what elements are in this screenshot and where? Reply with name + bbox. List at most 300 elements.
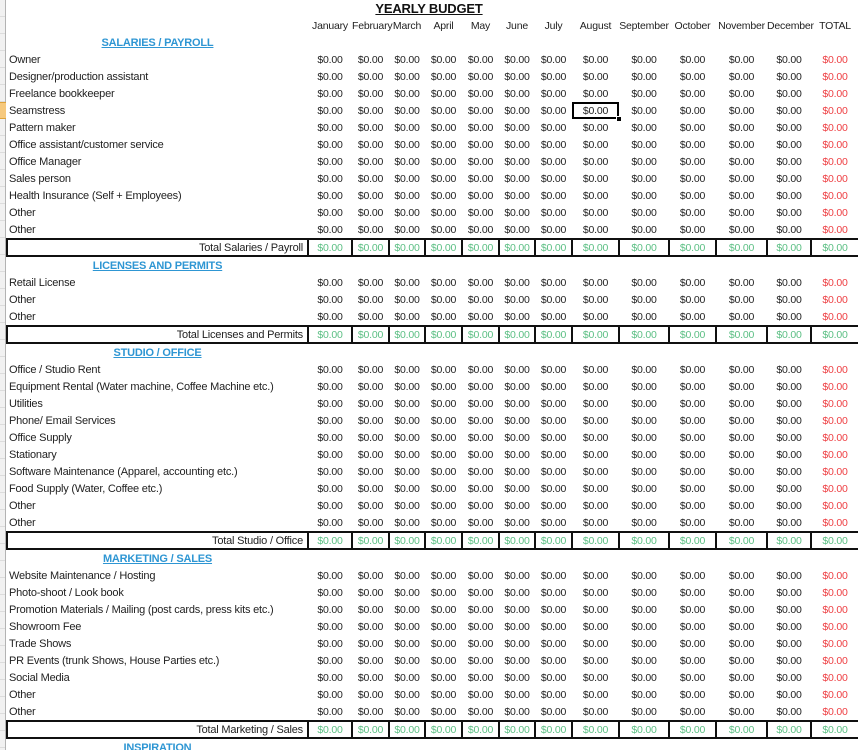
cell[interactable] bbox=[811, 34, 858, 51]
cell-june[interactable]: $0.00 bbox=[504, 482, 530, 495]
cell-march[interactable]: $0.00 bbox=[394, 138, 420, 151]
cell-june[interactable]: $0.00 bbox=[504, 363, 530, 376]
total-cell[interactable]: $0.00 bbox=[767, 721, 811, 738]
cell-january[interactable]: $0.00 bbox=[317, 705, 343, 718]
total-cell[interactable]: $0.00 bbox=[535, 239, 572, 256]
cell-april[interactable]: $0.00 bbox=[430, 705, 457, 718]
total-cell[interactable]: $0.00 bbox=[716, 326, 767, 343]
cell-october[interactable]: $0.00 bbox=[679, 569, 706, 582]
cell-february[interactable]: $0.00 bbox=[357, 380, 384, 393]
cell-january[interactable]: $0.00 bbox=[317, 414, 343, 427]
column-header-total[interactable]: TOTAL bbox=[819, 19, 851, 32]
cell-june[interactable]: $0.00 bbox=[504, 155, 530, 168]
cell-total[interactable]: $0.00 bbox=[822, 620, 848, 633]
cell[interactable] bbox=[811, 738, 858, 750]
cell[interactable] bbox=[619, 549, 669, 567]
cell-january[interactable]: $0.00 bbox=[317, 465, 343, 478]
cell-september[interactable]: $0.00 bbox=[631, 87, 657, 100]
cell-may[interactable]: $0.00 bbox=[467, 276, 494, 289]
cell-may[interactable]: $0.00 bbox=[467, 586, 494, 599]
cell-june[interactable]: $0.00 bbox=[504, 310, 530, 323]
cell-october[interactable]: $0.00 bbox=[679, 189, 706, 202]
cell-december[interactable]: $0.00 bbox=[776, 671, 802, 684]
cell-march[interactable]: $0.00 bbox=[394, 172, 420, 185]
cell-total[interactable]: $0.00 bbox=[822, 293, 848, 306]
cell-february[interactable]: $0.00 bbox=[357, 654, 384, 667]
cell[interactable] bbox=[767, 256, 811, 274]
cell[interactable] bbox=[352, 738, 389, 750]
cell-december[interactable]: $0.00 bbox=[776, 516, 802, 529]
cell-september[interactable]: $0.00 bbox=[631, 688, 657, 701]
cell-february[interactable]: $0.00 bbox=[357, 276, 384, 289]
cell[interactable] bbox=[535, 34, 572, 51]
cell-october[interactable]: $0.00 bbox=[679, 688, 706, 701]
cell-july[interactable]: $0.00 bbox=[540, 310, 567, 323]
cell-april[interactable]: $0.00 bbox=[430, 465, 457, 478]
total-cell[interactable]: $0.00 bbox=[462, 326, 499, 343]
total-cell[interactable]: $0.00 bbox=[389, 326, 425, 343]
cell-february[interactable]: $0.00 bbox=[357, 671, 384, 684]
cell-february[interactable]: $0.00 bbox=[357, 465, 384, 478]
cell-march[interactable]: $0.00 bbox=[394, 569, 420, 582]
cell-december[interactable]: $0.00 bbox=[776, 223, 802, 236]
cell-may[interactable]: $0.00 bbox=[467, 688, 494, 701]
cell-july[interactable]: $0.00 bbox=[540, 586, 567, 599]
cell[interactable] bbox=[425, 343, 462, 361]
total-cell[interactable]: $0.00 bbox=[767, 532, 811, 549]
cell-july[interactable]: $0.00 bbox=[540, 223, 567, 236]
cell-january[interactable]: $0.00 bbox=[317, 671, 343, 684]
cell-june[interactable]: $0.00 bbox=[504, 121, 530, 134]
total-cell[interactable]: $0.00 bbox=[308, 326, 352, 343]
cell-july[interactable]: $0.00 bbox=[540, 603, 567, 616]
cell-february[interactable]: $0.00 bbox=[357, 138, 384, 151]
cell[interactable] bbox=[572, 549, 619, 567]
cell-total[interactable]: $0.00 bbox=[822, 53, 848, 66]
total-cell[interactable]: $0.00 bbox=[462, 721, 499, 738]
cell-april[interactable]: $0.00 bbox=[430, 206, 457, 219]
row-label[interactable]: Equipment Rental (Water machine, Coffee Machine etc.) bbox=[9, 380, 274, 393]
cell-july[interactable]: $0.00 bbox=[540, 380, 567, 393]
cell-february[interactable]: $0.00 bbox=[357, 363, 384, 376]
cell-september[interactable]: $0.00 bbox=[631, 310, 657, 323]
cell-august[interactable]: $0.00 bbox=[582, 688, 609, 701]
cell-february[interactable]: $0.00 bbox=[357, 637, 384, 650]
cell[interactable] bbox=[619, 256, 669, 274]
cell-april[interactable]: $0.00 bbox=[430, 482, 457, 495]
cell-july[interactable]: $0.00 bbox=[540, 431, 567, 444]
cell-march[interactable]: $0.00 bbox=[394, 688, 420, 701]
cell-september[interactable]: $0.00 bbox=[631, 586, 657, 599]
cell-april[interactable]: $0.00 bbox=[430, 363, 457, 376]
cell-august[interactable]: $0.00 bbox=[582, 70, 609, 83]
cell-august[interactable]: $0.00 bbox=[582, 155, 609, 168]
cell-march[interactable]: $0.00 bbox=[394, 363, 420, 376]
row-label[interactable]: Promotion Materials / Mailing (post cards, press kits etc.) bbox=[9, 603, 274, 616]
cell[interactable] bbox=[462, 34, 499, 51]
cell-june[interactable]: $0.00 bbox=[504, 465, 530, 478]
cell-august[interactable]: $0.00 bbox=[582, 121, 609, 134]
cell-may[interactable]: $0.00 bbox=[467, 603, 494, 616]
cell[interactable] bbox=[811, 549, 858, 567]
cell-may[interactable]: $0.00 bbox=[467, 87, 494, 100]
total-cell[interactable]: $0.00 bbox=[619, 239, 669, 256]
cell-april[interactable]: $0.00 bbox=[430, 516, 457, 529]
cell-total[interactable]: $0.00 bbox=[822, 121, 848, 134]
cell-december[interactable]: $0.00 bbox=[776, 70, 802, 83]
cell-june[interactable]: $0.00 bbox=[504, 223, 530, 236]
column-header-july[interactable]: July bbox=[544, 19, 563, 32]
cell-august[interactable]: $0.00 bbox=[582, 87, 609, 100]
cell-october[interactable]: $0.00 bbox=[679, 70, 706, 83]
cell-april[interactable]: $0.00 bbox=[430, 688, 457, 701]
cell-august[interactable]: $0.00 bbox=[582, 465, 609, 478]
cell[interactable] bbox=[308, 34, 352, 51]
cell-total[interactable]: $0.00 bbox=[822, 586, 848, 599]
cell-november[interactable]: $0.00 bbox=[728, 172, 755, 185]
cell-july[interactable]: $0.00 bbox=[540, 397, 567, 410]
cell-january[interactable]: $0.00 bbox=[317, 482, 343, 495]
cell-december[interactable]: $0.00 bbox=[776, 121, 802, 134]
cell-december[interactable]: $0.00 bbox=[776, 293, 802, 306]
cell-october[interactable]: $0.00 bbox=[679, 482, 706, 495]
cell-august[interactable]: $0.00 bbox=[582, 310, 609, 323]
row-label[interactable]: Other bbox=[9, 516, 36, 529]
cell-august[interactable]: $0.00 bbox=[582, 293, 609, 306]
total-cell[interactable]: $0.00 bbox=[572, 721, 619, 738]
cell-september[interactable]: $0.00 bbox=[631, 223, 657, 236]
cell-march[interactable]: $0.00 bbox=[394, 671, 420, 684]
cell-march[interactable]: $0.00 bbox=[394, 431, 420, 444]
cell-november[interactable]: $0.00 bbox=[728, 223, 755, 236]
cell-august[interactable]: $0.00 bbox=[582, 276, 609, 289]
cell-march[interactable]: $0.00 bbox=[394, 397, 420, 410]
cell-october[interactable]: $0.00 bbox=[679, 155, 706, 168]
cell-january[interactable]: $0.00 bbox=[317, 499, 343, 512]
cell-april[interactable]: $0.00 bbox=[430, 104, 457, 117]
cell-august[interactable]: $0.00 bbox=[582, 206, 609, 219]
cell-september[interactable]: $0.00 bbox=[631, 603, 657, 616]
cell-july[interactable]: $0.00 bbox=[540, 516, 567, 529]
cell-october[interactable]: $0.00 bbox=[679, 586, 706, 599]
cell-september[interactable]: $0.00 bbox=[631, 654, 657, 667]
cell-april[interactable]: $0.00 bbox=[430, 138, 457, 151]
cell-november[interactable]: $0.00 bbox=[728, 104, 755, 117]
cell[interactable] bbox=[535, 549, 572, 567]
row-label[interactable]: Designer/production assistant bbox=[9, 70, 149, 83]
cell-november[interactable]: $0.00 bbox=[728, 448, 755, 461]
cell-august[interactable]: $0.00 bbox=[582, 499, 609, 512]
cell-november[interactable]: $0.00 bbox=[728, 397, 755, 410]
total-cell[interactable]: $0.00 bbox=[389, 239, 425, 256]
row-label[interactable]: Showroom Fee bbox=[9, 620, 82, 633]
cell[interactable] bbox=[499, 738, 535, 750]
cell-august[interactable]: $0.00 bbox=[582, 654, 609, 667]
cell-august[interactable]: $0.00 bbox=[582, 172, 609, 185]
cell-january[interactable]: $0.00 bbox=[317, 223, 343, 236]
cell-may[interactable]: $0.00 bbox=[467, 620, 494, 633]
cell-january[interactable]: $0.00 bbox=[317, 431, 343, 444]
column-header-august[interactable]: August bbox=[579, 19, 612, 32]
fill-handle[interactable] bbox=[616, 116, 621, 121]
cell-july[interactable]: $0.00 bbox=[540, 155, 567, 168]
cell-july[interactable]: $0.00 bbox=[540, 87, 567, 100]
cell-total[interactable]: $0.00 bbox=[822, 138, 848, 151]
row-label[interactable]: Other bbox=[9, 310, 36, 323]
cell-total[interactable]: $0.00 bbox=[822, 516, 848, 529]
cell[interactable] bbox=[499, 549, 535, 567]
cell-april[interactable]: $0.00 bbox=[430, 586, 457, 599]
cell-may[interactable]: $0.00 bbox=[467, 431, 494, 444]
cell-march[interactable]: $0.00 bbox=[394, 189, 420, 202]
cell-december[interactable]: $0.00 bbox=[776, 380, 802, 393]
cell-april[interactable]: $0.00 bbox=[430, 620, 457, 633]
cell-november[interactable]: $0.00 bbox=[728, 363, 755, 376]
cell[interactable] bbox=[425, 738, 462, 750]
total-cell[interactable]: $0.00 bbox=[572, 532, 619, 549]
cell-june[interactable]: $0.00 bbox=[504, 87, 530, 100]
cell-november[interactable]: $0.00 bbox=[728, 654, 755, 667]
cell-march[interactable]: $0.00 bbox=[394, 104, 420, 117]
cell-march[interactable]: $0.00 bbox=[394, 414, 420, 427]
cell-october[interactable]: $0.00 bbox=[679, 276, 706, 289]
cell-september[interactable]: $0.00 bbox=[631, 482, 657, 495]
cell-january[interactable]: $0.00 bbox=[317, 569, 343, 582]
row-label[interactable]: Office Manager bbox=[9, 155, 82, 168]
cell-february[interactable]: $0.00 bbox=[357, 206, 384, 219]
cell-february[interactable]: $0.00 bbox=[357, 155, 384, 168]
cell-october[interactable]: $0.00 bbox=[679, 172, 706, 185]
cell-september[interactable]: $0.00 bbox=[631, 363, 657, 376]
cell-august[interactable]: $0.00 bbox=[582, 448, 609, 461]
cell-total[interactable]: $0.00 bbox=[822, 363, 848, 376]
cell-total[interactable]: $0.00 bbox=[822, 569, 848, 582]
cell-october[interactable]: $0.00 bbox=[679, 637, 706, 650]
total-cell[interactable]: $0.00 bbox=[716, 239, 767, 256]
cell-november[interactable]: $0.00 bbox=[728, 53, 755, 66]
cell-june[interactable]: $0.00 bbox=[504, 516, 530, 529]
total-label[interactable]: Total Marketing / Sales bbox=[7, 721, 308, 738]
cell-total[interactable]: $0.00 bbox=[822, 189, 848, 202]
cell-february[interactable]: $0.00 bbox=[357, 104, 384, 117]
cell-september[interactable]: $0.00 bbox=[631, 671, 657, 684]
cell[interactable] bbox=[535, 738, 572, 750]
cell-september[interactable]: $0.00 bbox=[631, 138, 657, 151]
cell-march[interactable]: $0.00 bbox=[394, 637, 420, 650]
cell-november[interactable]: $0.00 bbox=[728, 189, 755, 202]
cell-june[interactable]: $0.00 bbox=[504, 70, 530, 83]
cell-june[interactable]: $0.00 bbox=[504, 293, 530, 306]
cell-total[interactable]: $0.00 bbox=[822, 671, 848, 684]
cell-november[interactable]: $0.00 bbox=[728, 293, 755, 306]
cell-july[interactable]: $0.00 bbox=[540, 53, 567, 66]
cell-november[interactable]: $0.00 bbox=[728, 637, 755, 650]
cell[interactable] bbox=[811, 343, 858, 361]
cell-february[interactable]: $0.00 bbox=[357, 293, 384, 306]
cell[interactable] bbox=[308, 343, 352, 361]
cell-july[interactable]: $0.00 bbox=[540, 620, 567, 633]
cell-december[interactable]: $0.00 bbox=[776, 448, 802, 461]
cell-august[interactable]: $0.00 bbox=[582, 189, 609, 202]
cell-july[interactable]: $0.00 bbox=[540, 189, 567, 202]
cell-april[interactable]: $0.00 bbox=[430, 172, 457, 185]
cell-october[interactable]: $0.00 bbox=[679, 603, 706, 616]
cell-june[interactable]: $0.00 bbox=[504, 620, 530, 633]
cell-february[interactable]: $0.00 bbox=[357, 448, 384, 461]
cell-june[interactable]: $0.00 bbox=[504, 431, 530, 444]
cell-august[interactable]: $0.00 bbox=[582, 569, 609, 582]
cell-march[interactable]: $0.00 bbox=[394, 293, 420, 306]
cell-november[interactable]: $0.00 bbox=[728, 688, 755, 701]
column-header-october[interactable]: October bbox=[674, 19, 711, 32]
column-header-november[interactable]: November bbox=[718, 19, 765, 32]
cell-april[interactable]: $0.00 bbox=[430, 499, 457, 512]
cell-june[interactable]: $0.00 bbox=[504, 206, 530, 219]
cell-july[interactable]: $0.00 bbox=[540, 654, 567, 667]
total-cell[interactable]: $0.00 bbox=[669, 326, 716, 343]
cell-april[interactable]: $0.00 bbox=[430, 431, 457, 444]
cell-december[interactable]: $0.00 bbox=[776, 414, 802, 427]
cell-november[interactable]: $0.00 bbox=[728, 138, 755, 151]
cell[interactable] bbox=[462, 343, 499, 361]
cell[interactable] bbox=[352, 549, 389, 567]
cell-august[interactable]: $0.00 bbox=[582, 637, 609, 650]
cell[interactable] bbox=[462, 256, 499, 274]
total-cell[interactable]: $0.00 bbox=[425, 239, 462, 256]
row-label[interactable]: Other bbox=[9, 223, 36, 236]
cell-december[interactable]: $0.00 bbox=[776, 104, 802, 117]
total-cell[interactable]: $0.00 bbox=[462, 239, 499, 256]
cell-total[interactable]: $0.00 bbox=[822, 104, 848, 117]
cell-january[interactable]: $0.00 bbox=[317, 363, 343, 376]
total-cell[interactable]: $0.00 bbox=[811, 326, 858, 343]
cell-october[interactable]: $0.00 bbox=[679, 310, 706, 323]
cell-june[interactable]: $0.00 bbox=[504, 637, 530, 650]
cell-april[interactable]: $0.00 bbox=[430, 448, 457, 461]
cell-april[interactable]: $0.00 bbox=[430, 569, 457, 582]
cell-january[interactable]: $0.00 bbox=[317, 276, 343, 289]
cell[interactable] bbox=[352, 256, 389, 274]
cell-may[interactable]: $0.00 bbox=[467, 189, 494, 202]
cell-may[interactable]: $0.00 bbox=[467, 363, 494, 376]
cell-october[interactable]: $0.00 bbox=[679, 363, 706, 376]
cell-total[interactable]: $0.00 bbox=[822, 482, 848, 495]
total-cell[interactable]: $0.00 bbox=[811, 721, 858, 738]
cell-october[interactable]: $0.00 bbox=[679, 104, 706, 117]
cell-february[interactable]: $0.00 bbox=[357, 499, 384, 512]
cell-july[interactable]: $0.00 bbox=[540, 499, 567, 512]
cell-january[interactable]: $0.00 bbox=[317, 206, 343, 219]
row-label[interactable]: Trade Shows bbox=[9, 637, 72, 650]
cell[interactable] bbox=[767, 343, 811, 361]
cell[interactable] bbox=[669, 34, 716, 51]
cell-august[interactable]: $0.00 bbox=[582, 620, 609, 633]
cell-may[interactable]: $0.00 bbox=[467, 705, 494, 718]
cell-august[interactable]: $0.00 bbox=[582, 380, 609, 393]
cell[interactable] bbox=[619, 343, 669, 361]
cell-august[interactable]: $0.00 bbox=[582, 53, 609, 66]
cell-march[interactable]: $0.00 bbox=[394, 70, 420, 83]
cell-november[interactable]: $0.00 bbox=[728, 499, 755, 512]
cell-january[interactable]: $0.00 bbox=[317, 620, 343, 633]
cell-february[interactable]: $0.00 bbox=[357, 705, 384, 718]
cell-march[interactable]: $0.00 bbox=[394, 448, 420, 461]
cell[interactable] bbox=[619, 738, 669, 750]
cell-may[interactable]: $0.00 bbox=[467, 138, 494, 151]
cell-may[interactable]: $0.00 bbox=[467, 465, 494, 478]
cell-december[interactable]: $0.00 bbox=[776, 431, 802, 444]
cell-august[interactable]: $0.00 bbox=[582, 671, 609, 684]
cell-february[interactable]: $0.00 bbox=[357, 397, 384, 410]
cell-november[interactable]: $0.00 bbox=[728, 671, 755, 684]
cell-january[interactable]: $0.00 bbox=[317, 654, 343, 667]
cell-september[interactable]: $0.00 bbox=[631, 121, 657, 134]
total-cell[interactable]: $0.00 bbox=[389, 721, 425, 738]
cell-total[interactable]: $0.00 bbox=[822, 87, 848, 100]
cell-july[interactable]: $0.00 bbox=[540, 705, 567, 718]
cell-january[interactable]: $0.00 bbox=[317, 138, 343, 151]
total-cell[interactable]: $0.00 bbox=[669, 721, 716, 738]
total-cell[interactable]: $0.00 bbox=[669, 532, 716, 549]
cell-october[interactable]: $0.00 bbox=[679, 499, 706, 512]
cell[interactable] bbox=[716, 549, 767, 567]
total-cell[interactable]: $0.00 bbox=[767, 326, 811, 343]
total-cell[interactable]: $0.00 bbox=[499, 239, 535, 256]
cell-july[interactable]: $0.00 bbox=[540, 121, 567, 134]
cell-november[interactable]: $0.00 bbox=[728, 206, 755, 219]
cell[interactable] bbox=[572, 34, 619, 51]
cell-july[interactable]: $0.00 bbox=[540, 293, 567, 306]
cell-january[interactable]: $0.00 bbox=[317, 310, 343, 323]
cell-september[interactable]: $0.00 bbox=[631, 155, 657, 168]
cell-july[interactable]: $0.00 bbox=[540, 637, 567, 650]
cell-september[interactable]: $0.00 bbox=[631, 448, 657, 461]
cell-january[interactable]: $0.00 bbox=[317, 603, 343, 616]
cell-total[interactable]: $0.00 bbox=[822, 380, 848, 393]
cell[interactable] bbox=[352, 34, 389, 51]
cell[interactable] bbox=[308, 256, 352, 274]
cell-april[interactable]: $0.00 bbox=[430, 189, 457, 202]
cell-february[interactable]: $0.00 bbox=[357, 569, 384, 582]
cell[interactable] bbox=[308, 549, 352, 567]
cell-september[interactable]: $0.00 bbox=[631, 620, 657, 633]
cell[interactable] bbox=[389, 256, 425, 274]
cell-february[interactable]: $0.00 bbox=[357, 688, 384, 701]
cell-april[interactable]: $0.00 bbox=[430, 87, 457, 100]
cell-january[interactable]: $0.00 bbox=[317, 516, 343, 529]
total-cell[interactable]: $0.00 bbox=[499, 721, 535, 738]
cell-february[interactable]: $0.00 bbox=[357, 310, 384, 323]
cell-october[interactable]: $0.00 bbox=[679, 138, 706, 151]
total-cell[interactable]: $0.00 bbox=[811, 532, 858, 549]
cell-september[interactable]: $0.00 bbox=[631, 172, 657, 185]
selected-cell[interactable]: $0.00 bbox=[572, 102, 619, 119]
row-label[interactable]: Other bbox=[9, 705, 36, 718]
cell-total[interactable]: $0.00 bbox=[822, 206, 848, 219]
total-cell[interactable]: $0.00 bbox=[535, 721, 572, 738]
cell-september[interactable]: $0.00 bbox=[631, 705, 657, 718]
total-cell[interactable]: $0.00 bbox=[767, 239, 811, 256]
row-label[interactable]: Office / Studio Rent bbox=[9, 363, 101, 376]
column-header-june[interactable]: June bbox=[506, 19, 528, 32]
total-cell[interactable]: $0.00 bbox=[811, 239, 858, 256]
cell-october[interactable]: $0.00 bbox=[679, 223, 706, 236]
cell[interactable] bbox=[352, 343, 389, 361]
cell-november[interactable]: $0.00 bbox=[728, 620, 755, 633]
cell-april[interactable]: $0.00 bbox=[430, 671, 457, 684]
cell-june[interactable]: $0.00 bbox=[504, 397, 530, 410]
cell-december[interactable]: $0.00 bbox=[776, 603, 802, 616]
